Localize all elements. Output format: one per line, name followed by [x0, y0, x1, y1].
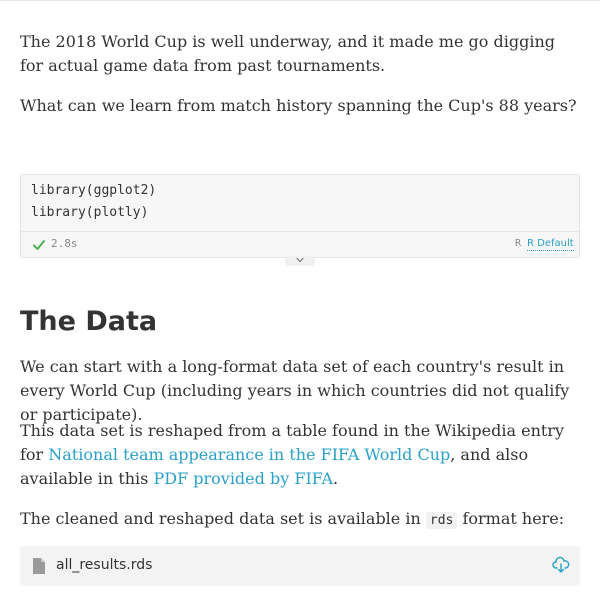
code-line-2: library(plotly) — [31, 205, 149, 220]
run-duration: 2.8s — [51, 237, 78, 250]
wikipedia-link[interactable]: National team appearance in the FIFA World Cup — [48, 445, 451, 464]
section-paragraph-3 — [20, 507, 580, 533]
expand-cell-button[interactable] — [285, 256, 315, 266]
code-cell[interactable] — [20, 174, 580, 258]
chevron-down-icon — [296, 257, 304, 263]
code-line-1: library(ggplot2) — [31, 183, 157, 198]
paragraph-text: This data set is reshaped from a table found in the Wikipedia entry for — [20, 421, 564, 464]
cloud-download-icon[interactable] — [552, 556, 570, 574]
inline-code: rds — [426, 512, 457, 529]
file-icon — [32, 557, 46, 575]
kernel-language: R — [515, 238, 522, 249]
file-attachment[interactable] — [20, 546, 580, 586]
file-name[interactable]: all_results.rds — [56, 557, 153, 573]
fifa-pdf-link[interactable]: PDF provided by FIFA — [153, 469, 334, 488]
top-divider — [0, 0, 600, 1]
section-heading: The Data — [20, 306, 158, 337]
intro-paragraph-1: The 2018 World Cup is well underway, and it made me go digging for actual game data from past tournaments. — [20, 32, 555, 75]
paragraph-text: The cleaned and reshaped data set is available in — [20, 509, 421, 528]
checkmark-icon — [32, 238, 46, 252]
paragraph-text: format here: — [462, 509, 565, 528]
paragraph-text: , and also available in this — [20, 445, 529, 488]
paragraph-text: . — [333, 469, 339, 488]
kernel-selector[interactable]: R Default — [527, 238, 574, 249]
section-paragraph-2 — [20, 419, 580, 491]
section-paragraph-1: We can start with a long-format data set of each country's result in every World Cup (including years in which countries did not qualify or participate). — [20, 357, 570, 424]
cell-status-bar — [21, 231, 579, 258]
intro-paragraph-2: What can we learn from match history spanning the Cup's 88 years? — [20, 96, 577, 115]
